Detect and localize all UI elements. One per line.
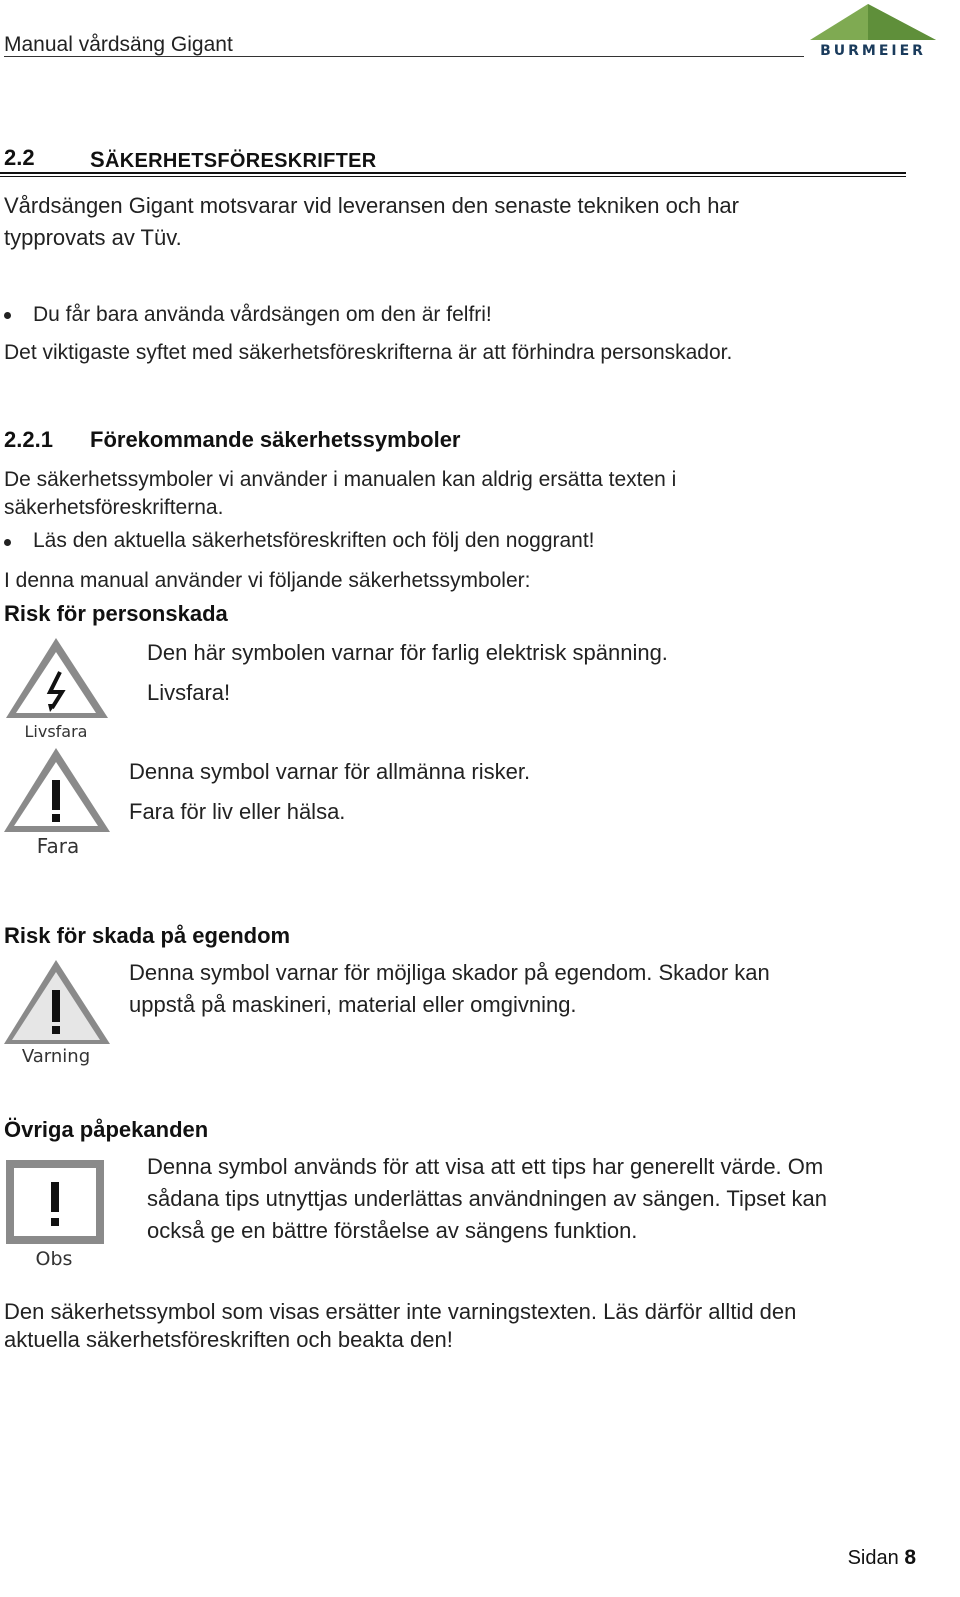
symbols-intro: I denna manual använder vi följande säkerhetssymboler: bbox=[4, 569, 531, 592]
fara-line-2: Fara för liv eller hälsa. bbox=[129, 799, 346, 824]
heading-other: Övriga påpekanden bbox=[4, 1117, 209, 1142]
varning-line-1: Denna symbol varnar för möjliga skador på egendom. Skador kan bbox=[129, 960, 770, 985]
heading-risk-property: Risk för skada på egendom bbox=[4, 923, 291, 948]
subsection-number: 2.2.1 bbox=[4, 427, 53, 452]
sub-para-line-1: De säkerhetssymboler vi använder i manualen kan aldrig ersätta texten i bbox=[4, 468, 677, 491]
section-rule bbox=[0, 172, 906, 174]
obs-line-2: sådana tips utnyttjas underlättas användningen av sängen. Tipset kan bbox=[147, 1186, 828, 1211]
section-rule-thin bbox=[0, 176, 906, 177]
electrical-hazard-icon bbox=[4, 634, 114, 744]
livsfara-line-1: Den här symbolen varnar för farlig elektrisk spänning. bbox=[147, 640, 668, 665]
property-warning-icon bbox=[4, 958, 114, 1070]
intro-line-1: Vårdsängen Gigant motsvarar vid leveransen den senaste tekniken och har bbox=[4, 193, 739, 218]
burmeier-logo bbox=[806, 2, 940, 60]
livsfara-label: Livsfara bbox=[24, 722, 88, 741]
obs-label: Obs bbox=[35, 1248, 73, 1270]
livsfara-line-2: Livsfara! bbox=[147, 680, 231, 705]
varning-line-2: uppstå på maskineri, material eller omgivning. bbox=[129, 992, 577, 1017]
page-number: Sidan 8 bbox=[847, 1546, 916, 1569]
subsection-title: Förekommande säkerhetssymboler bbox=[90, 427, 461, 452]
obs-line-3: också ge en bättre förståelse av sängens funktion. bbox=[147, 1218, 638, 1243]
fara-line-1: Denna symbol varnar för allmänna risker. bbox=[129, 759, 531, 784]
obs-note-icon bbox=[4, 1158, 108, 1272]
section-title: SÄKERHETSFÖRESKRIFTER bbox=[90, 147, 377, 172]
header-title: Manual vårdsäng Gigant bbox=[4, 33, 233, 56]
bullet-dot bbox=[4, 539, 11, 546]
intro-line-2: typprovats av Tüv. bbox=[4, 225, 182, 250]
fara-label: Fara bbox=[36, 834, 80, 858]
section-number: 2.2 bbox=[4, 145, 35, 170]
sub-para-line-2: säkerhetsföreskrifterna. bbox=[4, 496, 224, 519]
varning-label: Varning bbox=[21, 1046, 91, 1067]
general-warning-icon bbox=[4, 746, 114, 858]
bullet-dot bbox=[4, 312, 11, 319]
obs-line-1: Denna symbol används för att visa att ett tips har generellt värde. Om bbox=[147, 1154, 824, 1179]
closing-line-1: Den säkerhetssymbol som visas ersätter inte varningstexten. Läs därför alltid den bbox=[4, 1299, 797, 1324]
header-divider bbox=[4, 56, 804, 57]
purpose-text: Det viktigaste syftet med säkerhetsföreskrifterna är att förhindra personskador. bbox=[4, 341, 733, 364]
heading-risk-person: Risk för personskada bbox=[4, 601, 228, 626]
bullet-felfri: Du får bara använda vårdsängen om den är felfri! bbox=[33, 303, 492, 326]
closing-line-2: aktuella säkerhetsföreskriften och beakta den! bbox=[4, 1327, 453, 1352]
logo-text: BURMEIER bbox=[820, 43, 926, 59]
bullet-read: Läs den aktuella säkerhetsföreskriften och följ den noggrant! bbox=[33, 529, 595, 552]
